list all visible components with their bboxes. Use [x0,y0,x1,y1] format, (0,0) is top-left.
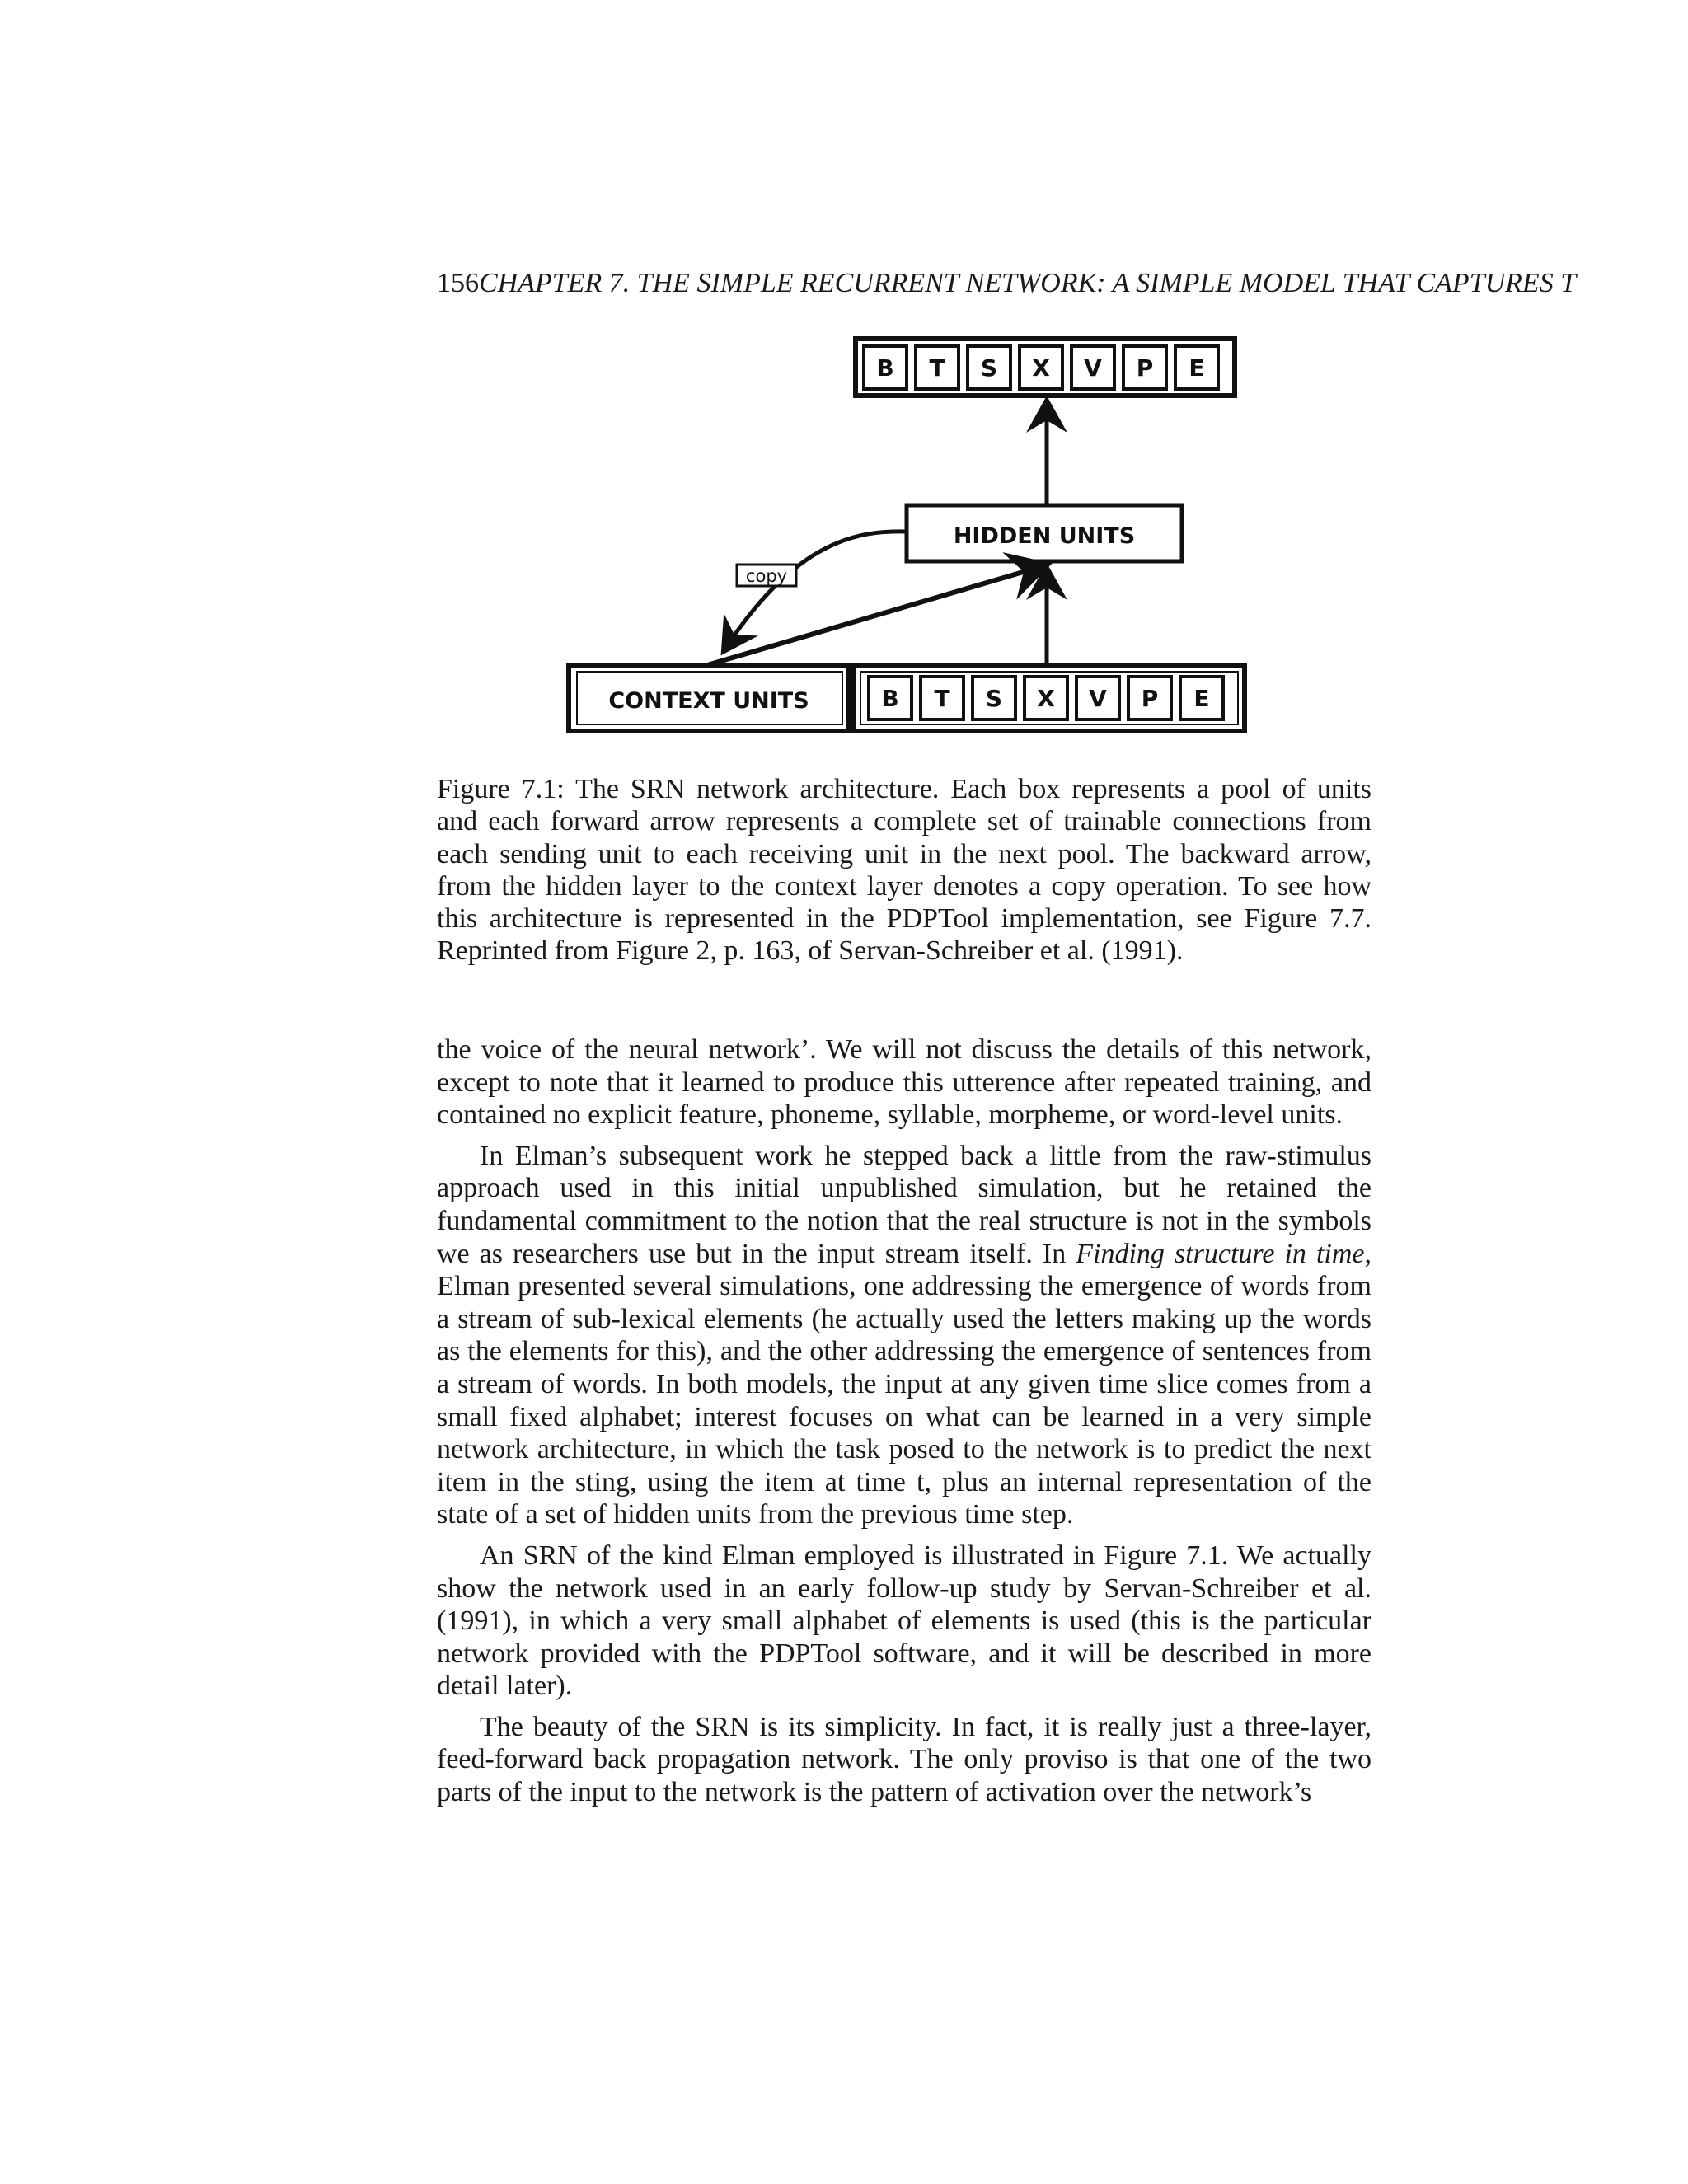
page-number: 156 [437,268,479,298]
output-unit-label: B [876,354,894,382]
paragraph-beauty: The beauty of the SRN is its simplicity. In fact, it is really just a three-layer, feed-forward back propagation network. The only proviso is that one of the two parts of the input to the network is the pattern of activation over the network’s [437,1711,1372,1808]
hidden-units-label: HIDDEN UNITS [953,523,1136,549]
srn-architecture-figure [560,326,1253,754]
paper-title: Finding structure in time [1076,1238,1365,1269]
output-unit-label: E [1189,354,1205,382]
caption-line: each sending unit to each receiving unit in the next pool. The backward arrow, [437,838,1372,869]
output-layer [856,339,1235,396]
input-unit-label: X [1037,685,1055,712]
paragraph-text: , Elman presented several simulations, one addressing the emergence of words from a stream of sub-lexical elements (he actually used the letters making up the words as the elements for this), and the other addressing the emergence of sentences from a stream of words. In both models, the input at any given time slice comes from a small fixed alphabet; interest focuses on what can be learned in a very simple network architecture, in which the task posed to the network is to predict the next item in the sting, using the item at time t, plus an internal representation of the state of a set of hidden units from the previous time step. [437,1238,1372,1530]
output-unit-label: P [1136,354,1154,382]
figure-caption [437,773,1372,968]
context-units-label: CONTEXT UNITS [608,688,809,714]
srn-diagram [560,326,1253,754]
paragraph-srn-figure: An SRN of the kind Elman employed is illustrated in Figure 7.1. We actually show the network used in an early follow-up study by Servan-Schreiber et al. (1991), in which a very small alphabet of elements is used (this is the particular network provided with the PDPTool software, and it will be described in more detail later). [437,1540,1372,1702]
output-unit-label: S [980,354,998,382]
input-unit-label: P [1141,685,1159,712]
caption-line: from the hidden layer to the context layer denotes a copy operation. To see how [437,870,1372,902]
caption-line: and each forward arrow represents a complete set of trainable connections from [437,806,1372,837]
paragraph-text: In Elman’s subsequent work he stepped back a little from the raw-stimulus approach used in this initial unpublished simulation, but he retained the fundamental commitment to the notion that the real structure is not in the symbols we as researchers use but in the input stream itself. In [437,1140,1372,1269]
running-title: CHAPTER 7. THE SIMPLE RECURRENT NETWORK: A SIMPLE MODEL THAT CAPTURES T [479,268,1577,298]
caption-line: this architecture is represented in the PDPTool implementation, see Figure 7.7. [437,903,1372,935]
output-unit-label: X [1032,354,1050,382]
input-unit-label: S [985,685,1003,712]
input-unit-label: B [881,685,899,712]
caption-line: Figure 7.1: The SRN network architecture. Each box represents a pool of units [437,774,1372,804]
paragraph-elman [437,1140,1372,1531]
caption-line: Reprinted from Figure 2, p. 163, of Servan-Schreiber et al. (1991). [437,935,1184,967]
paragraph-continuation: the voice of the neural network’. We will not discuss the details of this network, except to note that it learned to produce this utterence after repeated training, and contained no explicit feature, phoneme, syllable, morpheme, or word-level units. [437,1034,1372,1131]
input-layer [854,665,1245,731]
context-units-box [569,665,849,731]
input-unit-label: V [1089,685,1107,712]
body-text [437,1033,1372,1809]
copy-label-box [737,565,796,586]
output-unit-label: V [1084,354,1102,382]
copy-label: copy [745,566,788,586]
output-unit-label: T [929,354,945,382]
input-unit-label: T [934,685,950,712]
hidden-units-box [907,505,1182,561]
running-header [437,265,1688,302]
input-unit-label: E [1193,685,1210,712]
